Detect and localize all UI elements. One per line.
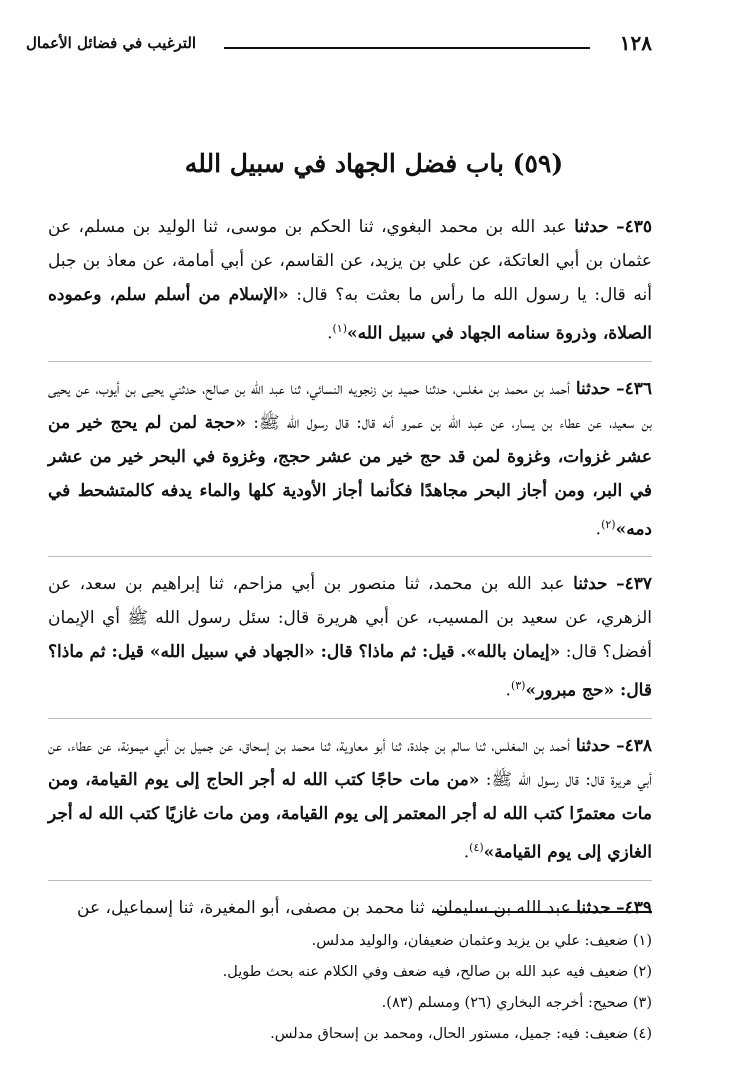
hadith-opening: حدثنا bbox=[574, 217, 609, 237]
page-number: ١٢٨ bbox=[619, 31, 652, 55]
hadith-opening: حدثنا bbox=[575, 735, 611, 756]
hadith-tail: . bbox=[505, 680, 511, 701]
footnote: (١) ضعيف: علي بن يزيد وعثمان ضعيفان، والوليد مدلس. bbox=[311, 933, 652, 949]
hadith-opening: حدثنا bbox=[573, 574, 608, 595]
footnote-ref: (٤) bbox=[469, 840, 484, 854]
hadith-matn: «حجة لمن لم يحج خير من عشر غزوات، وغزوة لمن قد حج خير من عشر حجج، وغزوة في البحر خير من عشر في البر، ومن أجاز البحر مجاهدًا فكأنما أجاز الأودية كلها والماء يدفه كالمتشحط في دمه» bbox=[48, 412, 652, 540]
hadith-matn: «إيمان بالله». قيل: ثم ماذا؟ قال: «الجهاد في سبيل الله» قيل: ثم ماذا؟ قال: «حج مبرور» bbox=[48, 642, 652, 701]
hadith-entry bbox=[48, 567, 652, 708]
footnotes bbox=[48, 926, 652, 1050]
hadith-opening: حدثنا bbox=[575, 378, 611, 399]
hadith-tail: . bbox=[463, 842, 470, 863]
hadith-opening: حدثنا bbox=[576, 897, 611, 918]
separator bbox=[48, 718, 652, 719]
hadith-entry bbox=[48, 729, 652, 870]
footnote-ref: (١) bbox=[332, 322, 348, 335]
hadith-entry bbox=[48, 210, 652, 351]
hadith-isnad: عبد الله بن محمد، ثنا منصور بن أبي مزاحم، ثنا إبراهيم بن سعد، عن الزهري، عن سعيد بن المسيب، عن أبي هريرة قال: سئل رسول الله ﷺ أي الإيمان أفضل؟ قال: bbox=[48, 574, 653, 663]
hadith-number: ٤٣٧– bbox=[616, 574, 653, 595]
hadith-isnad: عبد الله بن محمد البغوي، ثنا الحكم بن موسى، ثنا الوليد بن مسلم، عن عثمان بن أبي العاتكة، عن علي بن يزيد، عن القاسم، عن أبي أمامة، عن معاذ بن جبل أنه قال: يا رسول الله ما رأس ما بعثت به؟ قال: bbox=[48, 217, 653, 305]
hadith-matn: «الإسلام من أسلم سلم، وعموده الصلاة، وذروة سنامه الجهاد في سبيل الله» bbox=[48, 285, 652, 344]
running-header bbox=[26, 30, 652, 62]
hadith-tail: . bbox=[327, 323, 333, 344]
chapter-title: (٥٩) باب فضل الجهاد في سبيل الله bbox=[184, 149, 564, 178]
hadith-number: ٤٣٨– bbox=[616, 735, 653, 756]
hadith-list bbox=[48, 210, 652, 935]
hadith-isnad: عبد الله بن سليمان، ثنا محمد بن مصفى، أبو المغيرة، ثنا إسماعيل، عن bbox=[77, 897, 571, 918]
footnote: (٣) صحيح: أخرجه البخاري (٢٦) ومسلم (٨٣). bbox=[381, 995, 652, 1011]
hadith-matn: «من مات حاجًا كتب الله له أجر الحاج إلى يوم القيامة، ومن مات معتمرًا كتب الله له أجر المعتمر إلى يوم القيامة، ومن مات غازيًا كتب الله له أجر الغازي إلى يوم القيامة» bbox=[48, 769, 652, 863]
footnote: (٤) ضعيف: فيه: جميل، مستور الحال، ومحمد بن إسحاق مدلس. bbox=[270, 1026, 652, 1042]
book-title: الترغيب في فضائل الأعمال bbox=[26, 34, 197, 52]
hadith-number: ٤٣٥– bbox=[616, 217, 653, 237]
hadith-number: ٤٣٦– bbox=[616, 378, 652, 399]
hadith-entry bbox=[48, 372, 652, 547]
hadith-entry bbox=[48, 891, 652, 925]
footnote-rule bbox=[434, 911, 652, 913]
hadith-number: ٤٣٩– bbox=[616, 897, 652, 918]
hadith-tail: . bbox=[595, 519, 602, 540]
separator bbox=[48, 880, 652, 881]
hadith-isnad: أحمد بن المغلس، ثنا سالم بن جلدة، ثنا أبو معاوية، ثنا محمد بن إسحاق، عن جميل بن أبي ميمونة، عن عطاء، عن أبي هريرة قال: قال رسول الله ﷺ: bbox=[48, 735, 652, 790]
hadith-isnad: أحمد بن محمد بن مغلس، حدثنا حميد بن زنجويه النسائي، ثنا عبد الله بن صالح، حدثني يحيى بن أيوب، عن يحيى بن سعيد، عن عطاء بن يسار، عن عبد الله بن عمرو أنه قال: قال رسول الله ﷺ: bbox=[48, 378, 652, 433]
separator bbox=[48, 556, 652, 557]
separator bbox=[48, 361, 652, 362]
header-rule bbox=[224, 47, 590, 49]
footnote: (٢) ضعيف فيه عبد الله بن صالح، فيه ضعف وفي الكلام عنه بحث طويل. bbox=[222, 964, 652, 980]
footnote-ref: (٣) bbox=[510, 679, 526, 693]
footnote-ref: (٢) bbox=[601, 517, 616, 531]
